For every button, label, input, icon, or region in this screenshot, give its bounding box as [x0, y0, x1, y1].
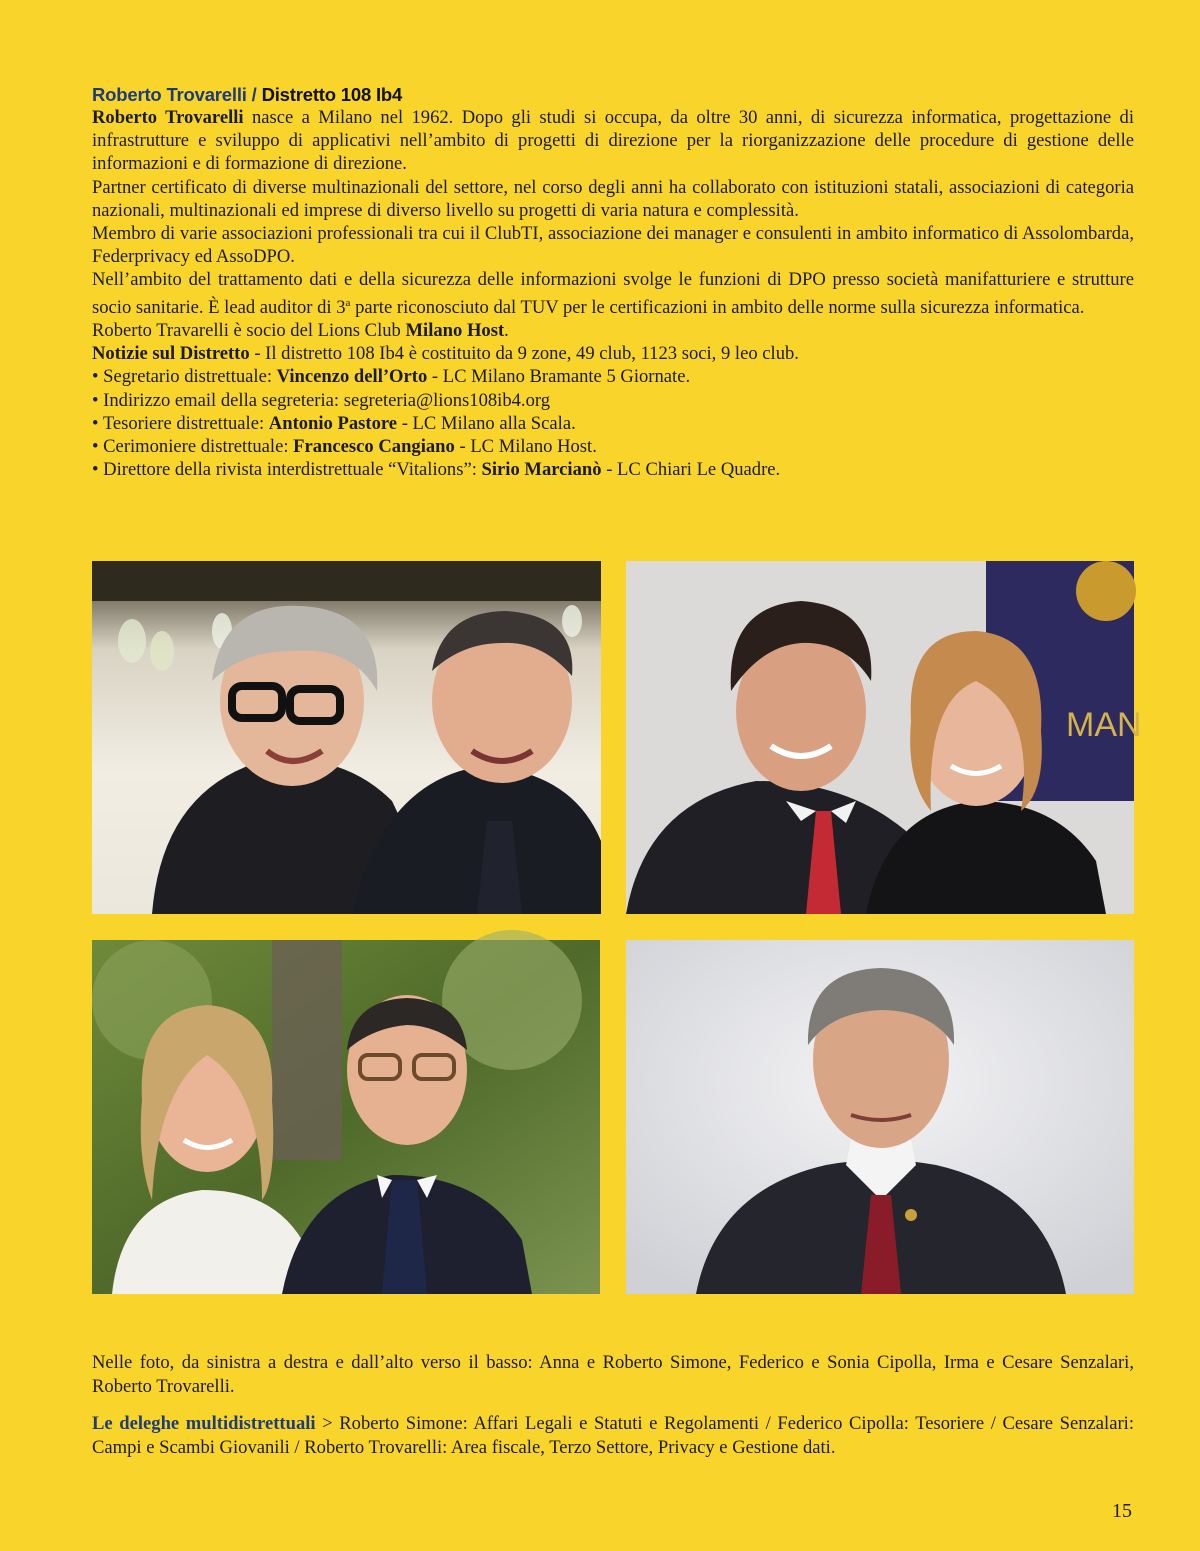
club-name: Milano Host — [405, 320, 505, 342]
delegations-section — [92, 1412, 1134, 1460]
bio-paragraph-2: Partner certificato di diverse multinazionali del settore, nel corso degli anni ha collaborato con istituzioni statali, associazioni di categoria nazionali, multinazionali ed imprese di diverso livello su progetti di varia natura e complessità. — [92, 176, 1134, 221]
bio-paragraph-4 — [92, 268, 1134, 319]
district-news-label: Notizie sul Distretto — [92, 343, 250, 365]
photo-image — [92, 561, 601, 914]
article-heading — [92, 84, 1134, 106]
item-post: - LC Chiari Le Quadre. — [601, 459, 781, 481]
photo-irma-cesare-senzalari — [92, 940, 600, 1294]
heading-separator: / — [251, 84, 257, 105]
photo-caption — [92, 1351, 1134, 1399]
item-post: - LC Milano Bramante 5 Giornate. — [427, 366, 691, 388]
bio-section — [92, 84, 1134, 481]
bio-text-4b: parte riconosciuto dal TUV per le certificazioni in ambito delle norme sulla sicurezza informatica. — [350, 296, 1085, 318]
delegations-text: > Roberto Simone: Affari Legali e Statuti e Regolamenti / Federico Cipolla: Tesoriere / Cesare Senzalari: Campi e Scambi Giovanili / Roberto Trovarelli: Area fiscale, Terzo Settore, Privacy e Gestione dati. — [92, 1413, 1134, 1458]
banner-text: MAN — [1066, 706, 1142, 744]
item-bold: Antonio Pastore — [268, 412, 398, 434]
item-bold: Sirio Marcianò — [481, 459, 602, 481]
item-bold: Francesco Cangiano — [293, 436, 455, 458]
item-post: - LC Milano Host. — [454, 436, 597, 458]
photo-anna-roberto-simone — [92, 561, 601, 914]
photo-federico-sonia-cipolla — [626, 561, 1142, 914]
list-item — [92, 458, 1134, 481]
district-news — [92, 342, 1134, 365]
delegations-label: Le deleghe multidistrettuali — [92, 1413, 316, 1434]
item-bold: Vincenzo dell’Orto — [276, 366, 428, 388]
bio-text-4a: Nell’ambito del trattamento dati e della sicurezza delle informazioni svolge le funzioni di DPO presso società manifatturiere e strutture socio sanitarie. È lead auditor di 3 — [92, 269, 1134, 318]
bio-superscript: a — [345, 296, 351, 309]
bio-paragraph-1 — [92, 106, 1134, 176]
photo-image — [626, 561, 1142, 914]
caption-text: Nelle foto, da sinistra a destra e dall’alto verso il basso: Anna e Roberto Simone, Federico e Sonia Cipolla, Irma e Cesare Senzalari, Roberto Trovarelli. — [92, 1352, 1134, 1397]
item-text: • Tesoriere distrettuale: — [92, 412, 269, 434]
page-number: 15 — [1112, 1500, 1132, 1522]
list-item — [92, 365, 1134, 388]
list-item — [92, 412, 1134, 435]
item-text: • Direttore della rivista interdistrettuale “Vitalions”: — [92, 459, 482, 481]
list-item — [92, 389, 1134, 412]
item-post: - LC Milano alla Scala. — [397, 412, 576, 434]
list-item — [92, 435, 1134, 458]
delegations-paragraph — [92, 1412, 1134, 1460]
item-text: • Segretario distrettuale: — [92, 366, 277, 388]
bio-paragraph-3: Membro di varie associazioni professionali tra cui il ClubTI, associazione dei manager e consulenti in ambito informatico di Assolombarda, Federprivacy ed AssoDPO. — [92, 223, 1134, 268]
bio-text-1: nasce a Milano nel 1962. Dopo gli studi si occupa, da oltre 30 anni, di sicurezza informatica, progettazione di infrastrutture e sviluppo di applicativi nell’ambito di progetti di direzione per la riorganizzazione delle procedure di gestione delle informazioni e di formazione di direzione. — [92, 107, 1134, 175]
item-text: • Indirizzo email della segreteria: segreteria@lions108ib4.org — [92, 389, 551, 411]
bio-paragraph-5 — [92, 319, 1134, 342]
bio-text-5: Roberto Travarelli è socio del Lions Club — [92, 320, 406, 342]
photo-image — [92, 940, 600, 1294]
district-news-text: - Il distretto 108 Ib4 è costituito da 9 zone, 49 club, 1123 soci, 9 leo club. — [249, 343, 799, 365]
heading-district: Distretto 108 Ib4 — [261, 84, 403, 105]
item-text: • Cerimoniere distrettuale: — [92, 436, 294, 458]
bio-text-5-end: . — [504, 320, 509, 342]
photo-roberto-trovarelli — [626, 940, 1134, 1294]
heading-name: Roberto Trovarelli — [92, 84, 247, 105]
photo-image — [626, 940, 1134, 1294]
bio-name: Roberto Trovarelli — [92, 107, 244, 128]
